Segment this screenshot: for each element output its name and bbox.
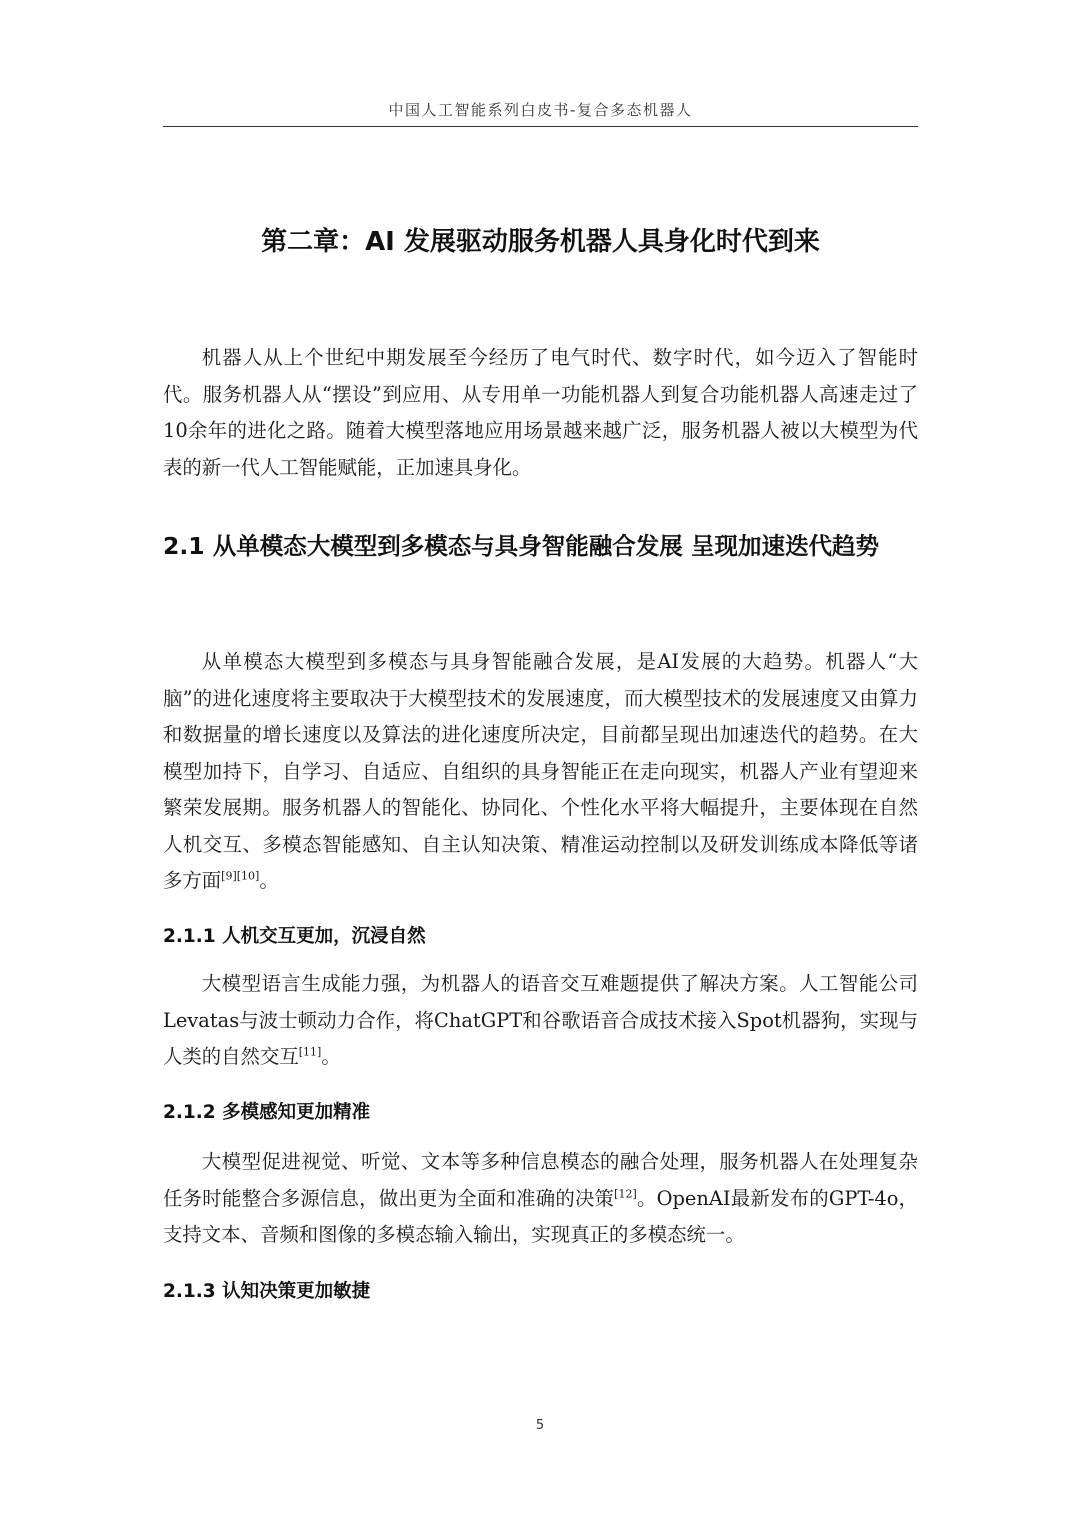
section-2-1-2-paragraph [163,1144,918,1254]
section-2-1-2-text-b: 。OpenAI最新发布的GPT-4o，支持文本、音频和图像的多模态输入输出，实现真正的多模态统一。 [163,1186,918,1246]
section-2-1-2-title: 2.1.2 多模感知更加精准 [163,1102,371,1123]
section-2-1-1-paragraph [163,966,918,1076]
section-2-1-1-text: 大模型语言生成能力强，为机器人的语音交互难题提供了解决方案。人工智能公司Levatas与波士顿动力合作，将ChatGPT和谷歌语音合成技术接入Spot机器狗，实现与人类的自然交互 [163,972,918,1068]
chapter-title: 第二章：AI 发展驱动服务机器人具身化时代到来 [261,227,820,257]
section-2-1-3-title: 2.1.3 认知决策更加敏捷 [163,1281,371,1302]
citation-12: [12] [614,1187,637,1201]
section-2-1-title: 2.1 从单模态大模型到多模态与具身智能融合发展 呈现加速迭代趋势 [163,532,879,560]
section-2-1-paragraph [163,644,918,900]
section-2-1-1-end: 。 [321,1045,341,1068]
running-header [163,98,918,127]
page-number: 5 [535,1418,545,1433]
section-2-1-2-text-a: 大模型促进视觉、听觉、文本等多种信息模态的融合处理，服务机器人在处理复杂任务时能整合多源信息，做出更为全面和准确的决策 [163,1150,918,1210]
chapter-intro-paragraph: 机器人从上个世纪中期发展至今经历了电气时代、数字时代，如今迈入了智能时代。服务机器人从“摆设”到应用、从专用单一功能机器人到复合功能机器人高速走过了10余年的进化之路。随着大模型落地应用场景越来越广泛，服务机器人被以大模型为代表的新一代人工智能赋能，正加速具身化。 [163,346,918,479]
citation-9-10: [9][10] [221,869,260,883]
section-2-1-1-title: 2.1.1 人机交互更加，沉浸自然 [163,926,426,947]
citation-11: [11] [298,1045,322,1059]
section-2-1-end: 。 [259,869,279,892]
running-header-title: 中国人工智能系列白皮书-复合多态机器人 [388,101,693,119]
section-2-1-text: 从单模态大模型到多模态与具身智能融合发展，是AI发展的大趋势。机器人“大脑”的进化速度将主要取决于大模型技术的发展速度，而大模型技术的发展速度又由算力和数据量的增长速度以及算法的进化速度所决定，目前都呈现出加速迭代的趋势。在大模型加持下，自学习、自适应、自组织的具身智能正在走向现实，机器人产业有望迎来繁荣发展期。服务机器人的智能化、协同化、个性化水平将大幅提升，主要体现在自然人机交互、多模态智能感知、自主认知决策、精准运动控制以及研发训练成本降低等诸多方面 [163,650,918,892]
